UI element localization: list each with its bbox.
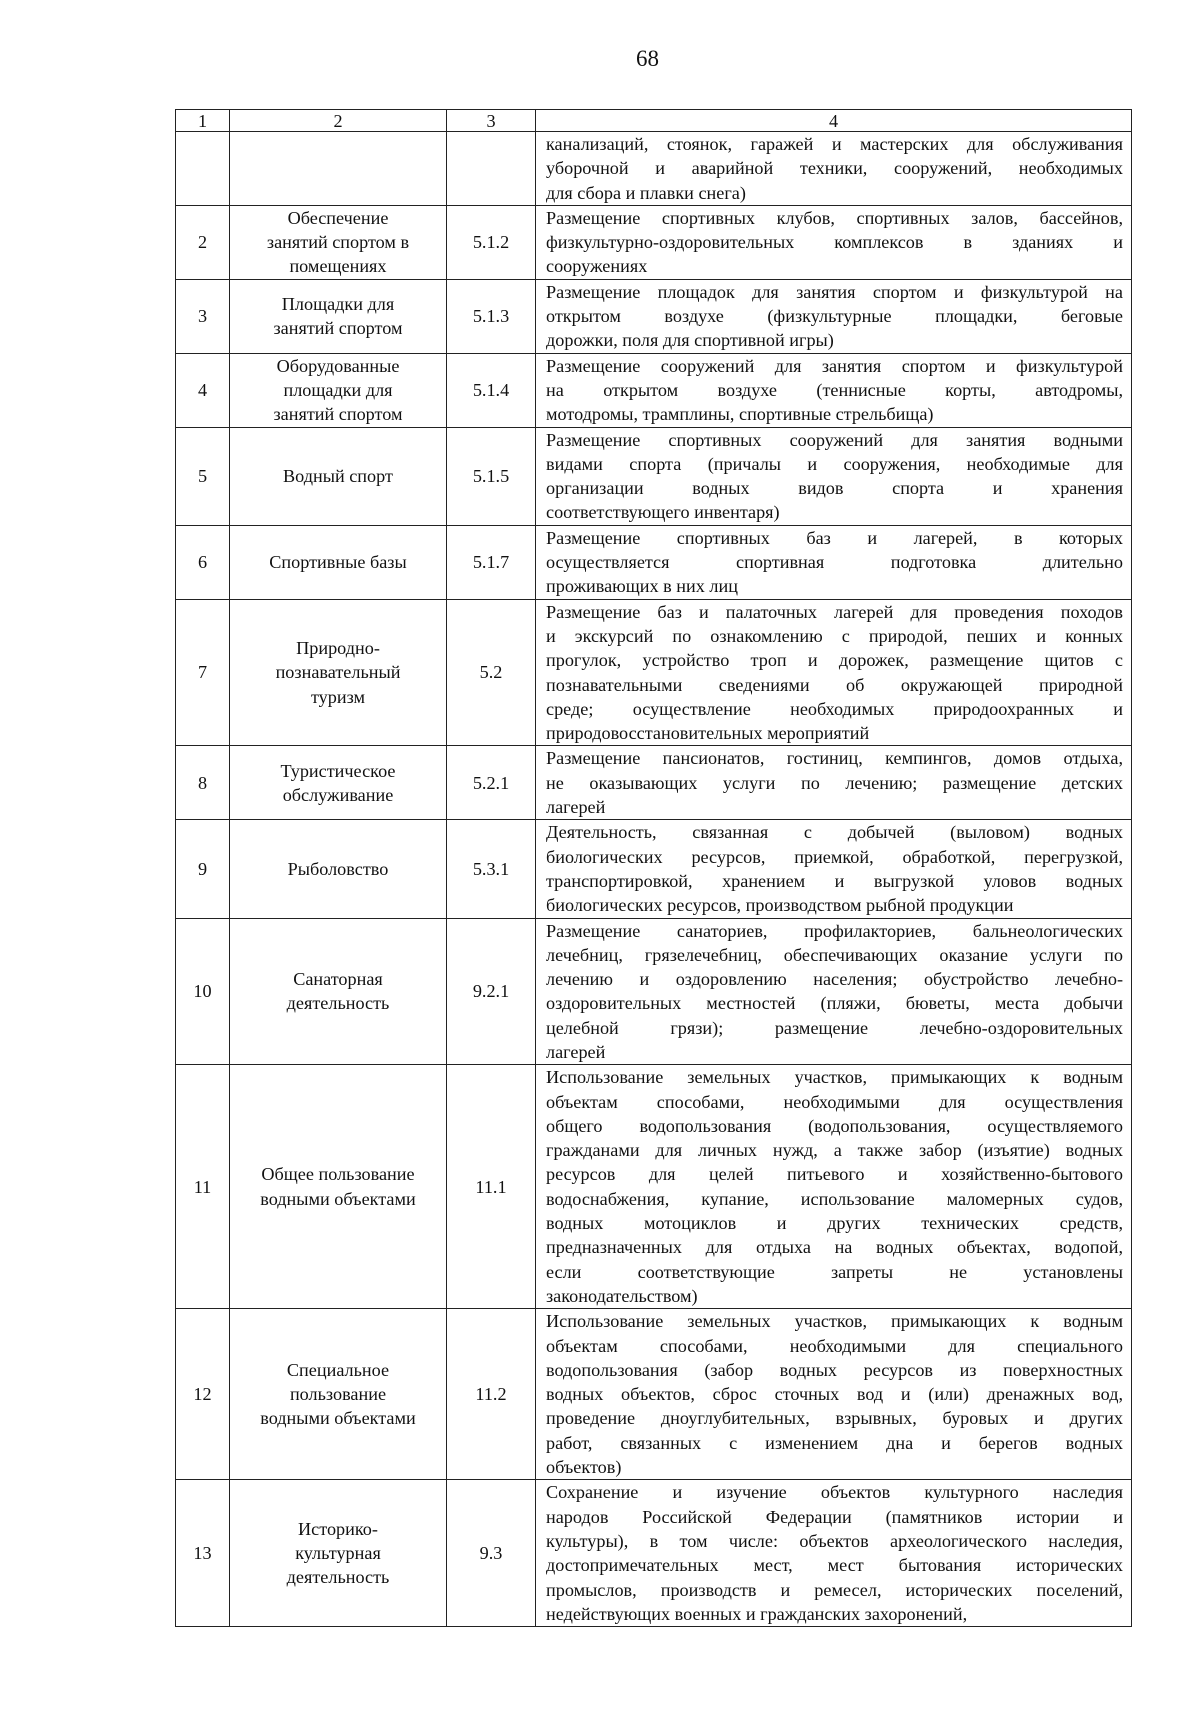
description-line: Размещение спортивных сооружений для занятия водными <box>546 429 1123 450</box>
land-use-name: Туристическое обслуживание <box>280 760 396 805</box>
land-use-name: Спортивные базы <box>269 552 407 573</box>
description-line: водных объектов, сброс сточных вод и (или) дренажных вод, <box>546 1384 1123 1405</box>
land-use-name: Санаторная деятельность <box>286 969 390 1014</box>
land-use-name-cell <box>230 353 447 427</box>
classifier-code-cell: 9.3 <box>447 1480 536 1627</box>
description-line: Размещение спортивных баз и лагерей, в которых <box>546 527 1123 548</box>
row-number-cell: 10 <box>176 918 230 1065</box>
description-line: биологических ресурсов, приемкой, обработкой, перегрузкой, <box>546 846 1123 867</box>
table-row <box>176 1309 1132 1480</box>
row-number-cell: 3 <box>176 279 230 353</box>
description-line: проведение дноуглубительных, взрывных, буровых и других <box>546 1408 1123 1429</box>
table-row <box>176 279 1132 353</box>
description-line: объектов) <box>546 1457 622 1478</box>
description-line: Размещение спортивных клубов, спортивных залов, бассейнов, <box>546 207 1123 228</box>
description-line: ресурсов для целей питьевого и хозяйственно-бытового <box>546 1164 1123 1185</box>
description-line: канализаций, стоянок, гаражей и мастерских для обслуживания <box>546 134 1123 154</box>
classifier-code-cell: 5.1.3 <box>447 279 536 353</box>
description-line: для сбора и плавки снега) <box>546 182 746 203</box>
description-line: объектам способами, необходимыми для осуществления <box>546 1091 1123 1112</box>
classifier-code-cell: 5.2 <box>447 599 536 746</box>
land-use-name-cell <box>230 918 447 1065</box>
description-line: гражданами для личных нужд, а также забор (изъятие) водных <box>546 1140 1123 1161</box>
description-line: Размещение санаториев, профилакториев, бальнеологических <box>546 920 1123 941</box>
description-line: оздоровительных местностей (пляжи, бюветы, места добычи <box>546 993 1123 1014</box>
description-line: транспортировкой, хранением и выгрузкой уловов водных <box>546 870 1123 891</box>
description-line: Размещение сооружений для занятия спортом и физкультурой <box>546 355 1123 376</box>
description-line: дорожки, поля для спортивной игры) <box>546 330 834 351</box>
description-line: предназначенных для отдыха на водных объектах, водопой, <box>546 1237 1123 1258</box>
description-line: лечению и оздоровлению населения; обустройство лечебно- <box>546 969 1123 990</box>
table-row <box>176 820 1132 918</box>
description-cell <box>536 1065 1132 1309</box>
classifier-code-cell: 9.2.1 <box>447 918 536 1065</box>
row-number-cell: 5 <box>176 427 230 525</box>
land-use-name-cell <box>230 279 447 353</box>
land-use-name: Обеспечение занятий спортом в помещениях <box>266 207 410 277</box>
table-row <box>176 427 1132 525</box>
table-row <box>176 599 1132 746</box>
description-cell <box>536 918 1132 1065</box>
description-line: законодательством) <box>546 1285 698 1306</box>
description-line: общего водопользования (водопользования, осуществляемого <box>546 1115 1123 1136</box>
description-line: водных мотоциклов и других технических средств, <box>546 1213 1123 1234</box>
row-number-cell: 7 <box>176 599 230 746</box>
land-use-name-cell <box>230 132 447 206</box>
description-line: лагерей <box>546 1041 606 1062</box>
classifier-code-cell: 5.1.2 <box>447 205 536 279</box>
land-use-name-cell <box>230 1480 447 1627</box>
land-use-name-cell <box>230 1065 447 1309</box>
classifier-code-cell: 11.2 <box>447 1309 536 1480</box>
row-number-cell: 11 <box>176 1065 230 1309</box>
classifier-code-cell: 5.1.7 <box>447 525 536 599</box>
description-line: проживающих в них лиц <box>546 576 738 597</box>
description-line: прогулок, устройство троп и дорожек, размещение щитов с <box>546 650 1123 671</box>
description-line: водоснабжения, купание, использование маломерных судов, <box>546 1188 1123 1209</box>
description-line: природовосстановительных мероприятий <box>546 723 870 744</box>
description-line: на открытом воздухе (теннисные корты, автодромы, <box>546 379 1123 400</box>
land-use-name: Площадки для занятий спортом <box>273 293 403 339</box>
land-use-name-cell <box>230 746 447 820</box>
description-line: целебной грязи); размещение лечебно-оздоровительных <box>546 1017 1123 1038</box>
description-line: объектам способами, необходимыми для специального <box>546 1335 1123 1356</box>
description-line: сооружениях <box>546 256 648 277</box>
classifier-code-cell: 5.2.1 <box>447 746 536 820</box>
land-use-name-cell <box>230 525 447 599</box>
row-number-cell: 13 <box>176 1480 230 1627</box>
description-line: водопользования (забор водных ресурсов из поверхностных <box>546 1359 1123 1380</box>
description-cell <box>536 427 1132 525</box>
land-use-name: Историко-культурная деятельность <box>286 1518 390 1588</box>
classifier-code-cell: 5.1.5 <box>447 427 536 525</box>
table-header-row <box>176 110 1132 132</box>
land-use-name: Природно-познавательный туризм <box>275 638 401 707</box>
table-row <box>176 746 1132 820</box>
land-use-name-cell <box>230 427 447 525</box>
description-line: Сохранение и изучение объектов культурного наследия <box>546 1482 1123 1503</box>
description-cell <box>536 353 1132 427</box>
table-body <box>176 132 1132 1627</box>
table-row <box>176 132 1132 206</box>
description-line: мотодромы, трамплины, спортивные стрельбища) <box>546 404 934 425</box>
row-number-cell <box>176 132 230 206</box>
description-line: если соответствующие запреты не установлены <box>546 1261 1123 1282</box>
land-use-name: Специальное пользование водными объектами <box>260 1359 416 1429</box>
description-line: Размещение пансионатов, гостиниц, кемпингов, домов отдыха, <box>546 748 1123 769</box>
row-number-cell: 9 <box>176 820 230 918</box>
description-line: открытом воздухе (физкультурные площадки, беговые <box>546 306 1123 327</box>
description-line: Использование земельных участков, примыкающих к водным <box>546 1311 1123 1332</box>
classifier-code-cell: 5.3.1 <box>447 820 536 918</box>
description-line: лечебниц, грязелечебниц, обеспечивающих оказание услуги по <box>546 944 1123 965</box>
land-use-name: Рыболовство <box>287 858 389 879</box>
description-line: Использование земельных участков, примыкающих к водным <box>546 1067 1123 1088</box>
header-cell: 1 <box>176 110 230 132</box>
description-line: не оказывающих услуги по лечению; размещение детских <box>546 772 1123 793</box>
header-cell: 2 <box>230 110 447 132</box>
row-number-cell: 12 <box>176 1309 230 1480</box>
description-cell <box>536 1480 1132 1627</box>
classifier-code-cell: 11.1 <box>447 1065 536 1309</box>
land-use-name: Общее пользование водными объектами <box>260 1164 416 1209</box>
table-row <box>176 1065 1132 1309</box>
land-use-name-cell <box>230 1309 447 1480</box>
classifier-code-cell: 5.1.4 <box>447 353 536 427</box>
description-line: лагерей <box>546 797 606 818</box>
description-line: Размещение площадок для занятия спортом и физкультурой на <box>546 281 1123 302</box>
description-line: недействующих военных и гражданских захоронений, <box>546 1603 968 1624</box>
land-use-name-cell <box>230 205 447 279</box>
description-line: работ, связанных с изменением дна и берегов водных <box>546 1432 1123 1453</box>
page-number: 68 <box>636 46 659 71</box>
description-cell <box>536 205 1132 279</box>
land-use-name: Оборудованные площадки для занятий спортом <box>273 355 403 425</box>
row-number-cell: 4 <box>176 353 230 427</box>
description-line: осуществляется спортивная подготовка длительно <box>546 552 1123 573</box>
description-cell <box>536 132 1132 206</box>
row-number-cell: 2 <box>176 205 230 279</box>
table-row <box>176 353 1132 427</box>
description-line: Деятельность, связанная с добычей (выловом) водных <box>546 822 1123 843</box>
land-use-name-cell <box>230 599 447 746</box>
description-line: физкультурно-оздоровительных комплексов в зданиях и <box>546 232 1123 253</box>
description-cell <box>536 599 1132 746</box>
description-line: промыслов, производств и ремесел, исторических поселений, <box>546 1579 1123 1600</box>
description-line: организации водных видов спорта и хранения <box>546 478 1123 499</box>
description-line: народов Российской Федерации (памятников истории и <box>546 1506 1123 1527</box>
description-line: познавательными сведениями об окружающей природной <box>546 674 1123 695</box>
description-cell <box>536 820 1132 918</box>
description-cell <box>536 279 1132 353</box>
description-cell <box>536 746 1132 820</box>
description-cell <box>536 1309 1132 1480</box>
description-line: среде; осуществление необходимых природоохранных и <box>546 698 1123 719</box>
header-cell: 4 <box>536 110 1132 132</box>
description-line: видами спорта (причалы и сооружения, необходимые для <box>546 453 1123 474</box>
land-use-table <box>175 109 1132 1627</box>
header-cell: 3 <box>447 110 536 132</box>
classifier-code-cell <box>447 132 536 206</box>
table-row <box>176 205 1132 279</box>
description-line: уборочной и аварийной техники, сооружений, необходимых <box>546 158 1123 179</box>
land-use-name: Водный спорт <box>283 466 393 486</box>
table-row <box>176 525 1132 599</box>
description-line: культуры), в том числе: объектов археологического наследия, <box>546 1530 1123 1551</box>
table-row <box>176 1480 1132 1627</box>
land-use-name-cell <box>230 820 447 918</box>
description-line: достопримечательных мест, мест бытования исторических <box>546 1555 1123 1576</box>
description-line: Размещение баз и палаточных лагерей для проведения походов <box>546 601 1123 622</box>
description-line: соответствующего инвентаря) <box>546 502 780 523</box>
description-line: биологических ресурсов, производством рыбной продукции <box>546 895 1014 916</box>
table-row <box>176 918 1132 1065</box>
description-line: и экскурсий по ознакомлению с природой, пеших и конных <box>546 625 1123 646</box>
row-number-cell: 6 <box>176 525 230 599</box>
description-cell <box>536 525 1132 599</box>
row-number-cell: 8 <box>176 746 230 820</box>
